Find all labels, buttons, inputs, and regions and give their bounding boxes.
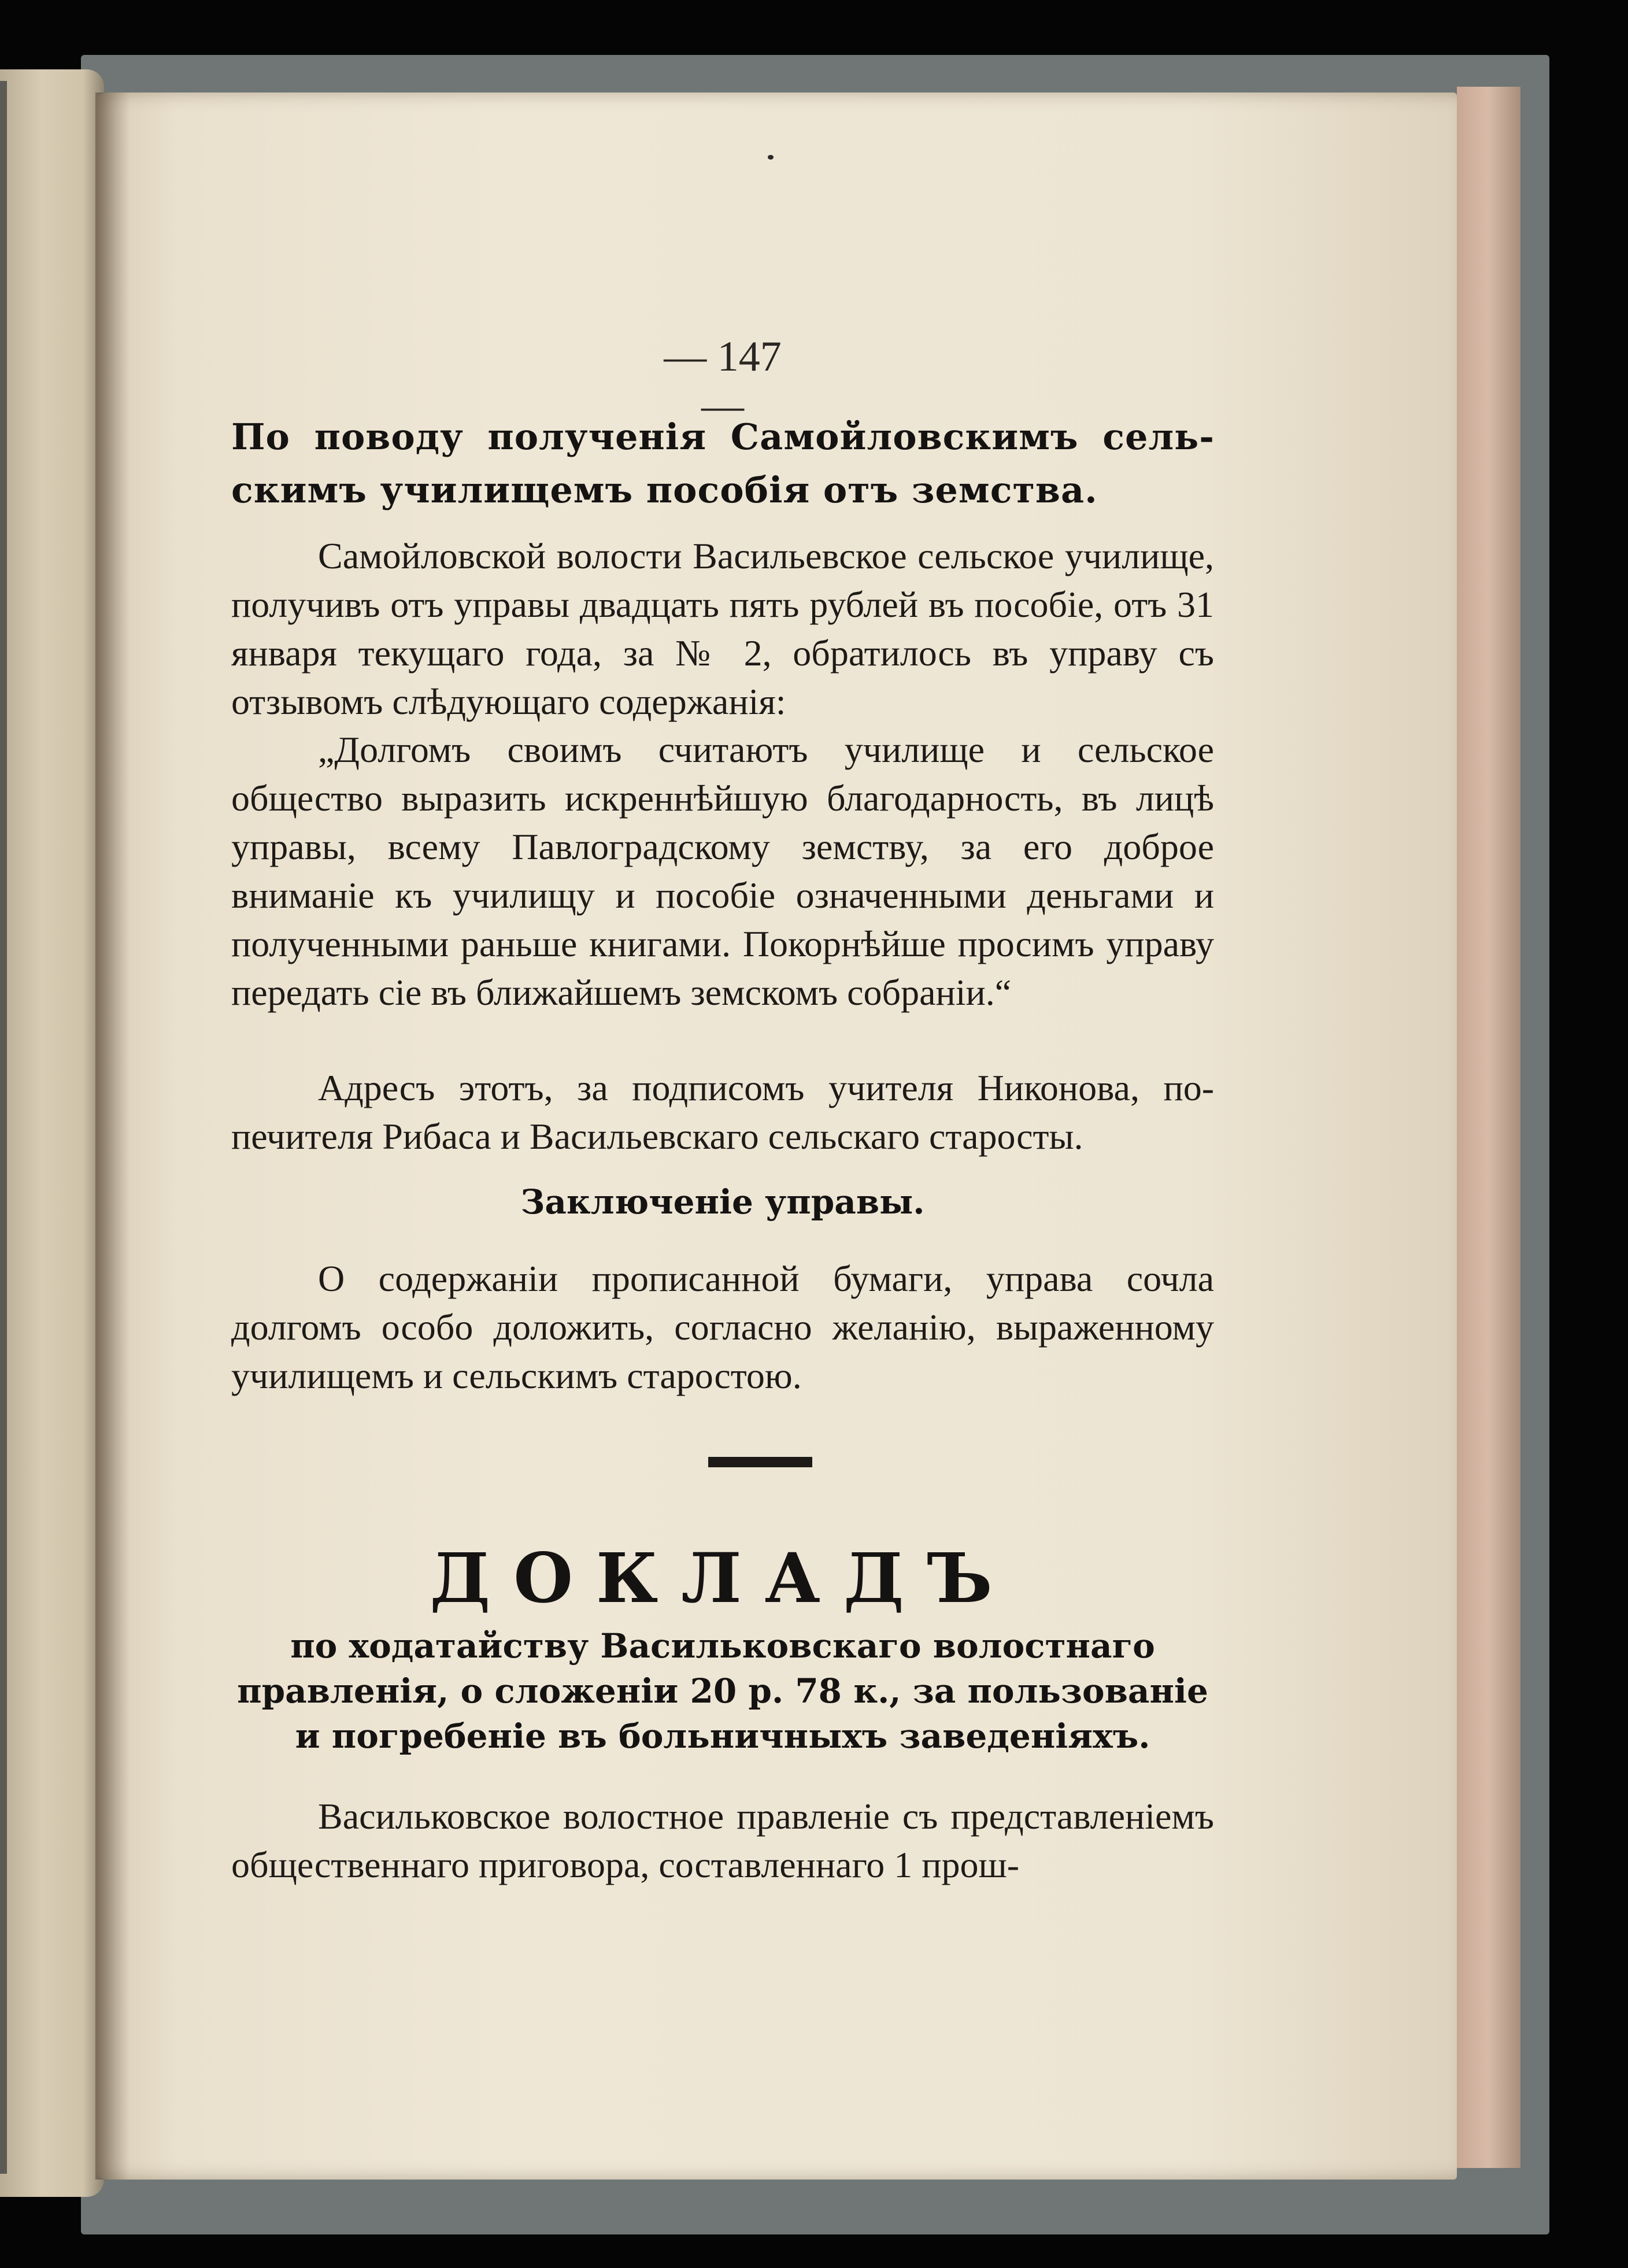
conclusion-text: О содержаніи прописанной бумаги, управа сочла долгомъ особо доложить, согласно желанію, выраженному училищемъ и сельскимъ старостою. <box>231 1258 1214 1396</box>
report-title: ДОКЛАДЪ <box>430 1538 1016 1618</box>
spine-edge <box>0 81 7 2174</box>
section-divider <box>708 1457 812 1467</box>
section-heading: По поводу полученія Самойловскимъ сельскимъ училищемъ пособія отъ земства. <box>231 416 1214 511</box>
gutter-shadow <box>95 93 130 2180</box>
dust-speck <box>768 155 774 160</box>
previous-page-edge <box>0 69 104 2197</box>
paragraph-address-signatures: Адресъ этотъ, за подписомъ учителя Никонова, попечителя Рибаса и Васильевскаго сельскаго старосты. <box>231 1067 1214 1157</box>
report-subtitle: по ходатайству Васильковскаго волостнаго правленія, о сложеніи 20 р. 78 к., за пользованіе и погребеніе въ больничныхъ заведеніяхъ. <box>237 1626 1208 1756</box>
conclusion-heading: Заключеніе управы. <box>520 1182 925 1222</box>
page-edges <box>1457 87 1520 2168</box>
page-number: — 147 — <box>664 333 782 430</box>
report-text: Васильковское волостное правленіе съ представленіемъ общественнаго приговора, составленнаго 1 прош- <box>231 1796 1214 1885</box>
quoted-letter: „Долгомъ своимъ считаютъ училище и сельское общество выразить искреннѣйшую благодарность, въ лицѣ управы, всему Павлоградскому земству, за его доброе вниманіе къ училищу и пособіе означенными деньгами и полученными раньше книгами. Покорнѣйше просимъ управу передать сіе въ ближайшемъ земскомъ собраніи.“ <box>231 729 1214 1013</box>
paragraph-school-letter: Самойловской волости Васильевское сельское училище, получивъ отъ управы двадцать пять рублей въ пособіе, отъ 31 января текущаго года, за № 2, обратилось въ управу съ отзывомъ слѣдующаго содержанія: <box>231 535 1214 722</box>
